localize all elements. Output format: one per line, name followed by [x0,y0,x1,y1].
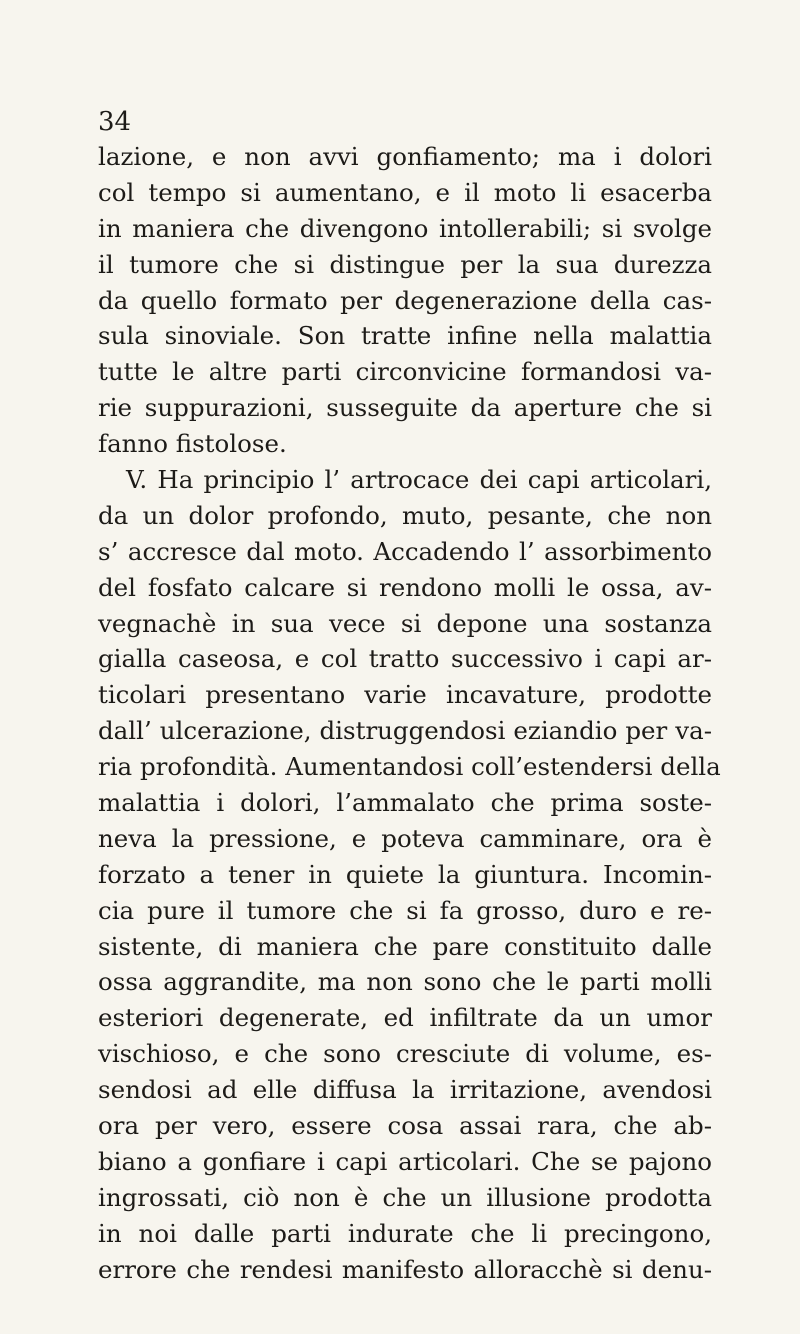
text-line: neva la pressione, e poteva camminare, ora è [98,823,712,853]
text-line: vegnachè in sua vece si depone una sostanza [98,608,712,638]
text-line: il tumore che si distingue per la sua durezza [98,249,712,279]
text-line: col tempo si aumentano, e il moto li esacerba [98,177,712,207]
paragraph-end-line: fanno fistolose. [98,429,287,459]
text-line: s’ accresce dal moto. Accadendo l’ assorbimento [98,536,712,566]
text-line: tutte le altre parti circonvicine formandosi va- [98,357,712,387]
text-line: sendosi ad elle diffusa la irritazione, avendosi [98,1075,712,1105]
text-line: dall’ ulcerazione, distruggendosi eziandio per va- [98,716,712,746]
text-line: sula sinoviale. Son tratte infine nella malattia [98,321,712,351]
text-line: gialla caseosa, e col tratto successivo i capi ar- [98,644,712,674]
text-line: ora per vero, essere cosa assai rara, che ab- [98,1111,712,1141]
text-line: da un dolor profondo, muto, pesante, che non [98,500,712,530]
text-line: da quello formato per degenerazione della cas- [98,285,712,315]
text-line: ria profondità. Aumentandosi coll’estendersi della [98,752,721,782]
text-line: rie suppurazioni, susseguite da aperture che si [98,393,712,423]
text-line: biano a gonfiare i capi articolari. Che se pajono [98,1146,712,1176]
text-line: errore che rendesi manifesto alloracchè si denu- [98,1254,712,1284]
text-line: in noi dalle parti indurate che li precingono, [98,1218,712,1248]
text-line: ossa aggrandite, ma non sono che le parti molli [98,967,712,997]
text-line: forzato a tener in quiete la giuntura. Incomin- [98,859,712,889]
text-line: sistente, di maniera che pare constituito dalle [98,931,712,961]
text-line: in maniera che divengono intollerabili; si svolge [98,213,712,243]
text-line: cia pure il tumore che si fa grosso, duro e re- [98,895,712,925]
text-line: del fosfato calcare si rendono molli le ossa, av- [98,572,712,602]
paragraph-start-line: V. Ha principio l’ artrocace dei capi articolari, [126,465,712,495]
page-number: 34 [98,107,132,137]
body-text [98,139,721,1288]
text-line: ingrossati, ciò non è che un illusione prodotta [98,1182,712,1212]
text-line: esteriori degenerate, ed infiltrate da un umor [98,1003,712,1033]
text-line: vischioso, e che sono cresciute di volume, es- [98,1039,712,1069]
text-line: ticolari presentano varie incavature, prodotte [98,680,712,710]
text-line: malattia i dolori, l’ammalato che prima soste- [98,788,712,818]
text-line: lazione, e non avvi gonfiamento; ma i dolori [98,142,712,171]
